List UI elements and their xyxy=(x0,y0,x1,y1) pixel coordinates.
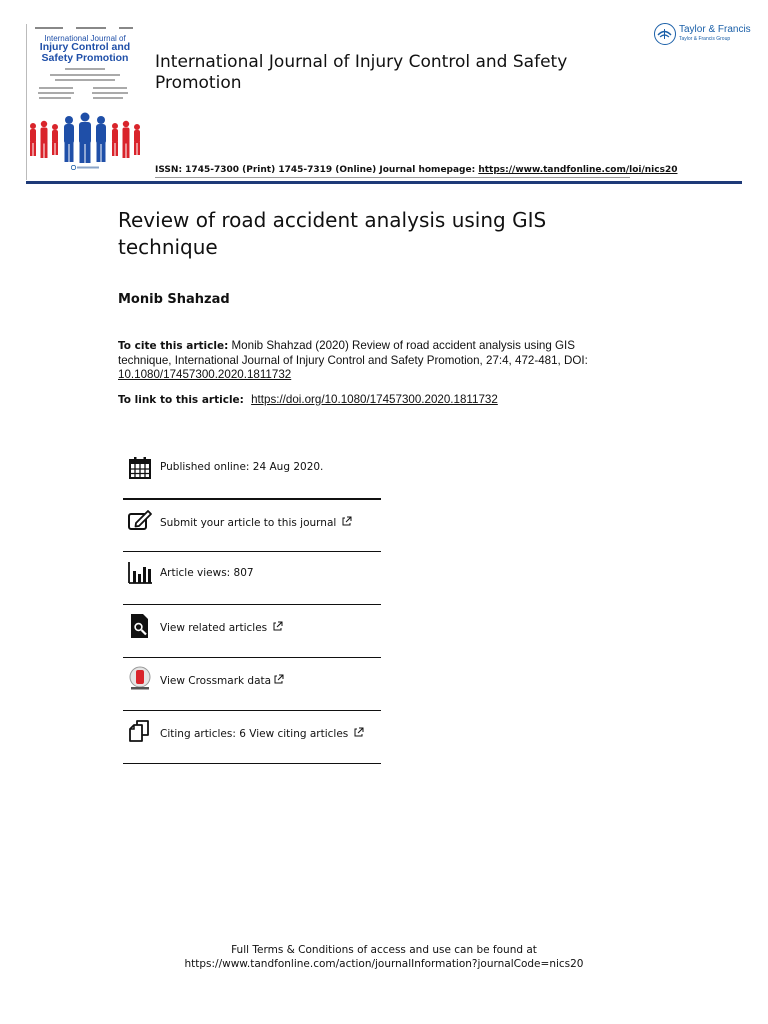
crossmark-icon xyxy=(127,666,153,692)
issn-line xyxy=(155,165,677,175)
cover-people-illustration xyxy=(27,112,142,164)
info-divider xyxy=(123,710,381,711)
article-views-text: Article views: 807 xyxy=(160,567,254,579)
journal-homepage-link[interactable]: https://www.tandfonline.com/loi/nics20 xyxy=(478,165,678,175)
external-link-icon xyxy=(341,516,352,527)
header-accent-rule xyxy=(26,181,742,184)
bar-chart-icon xyxy=(127,560,153,586)
crossmark-item[interactable] xyxy=(123,664,381,708)
cover-top-bar xyxy=(35,27,133,31)
edit-icon xyxy=(127,507,153,533)
article-doi-link[interactable]: https://doi.org/10.1080/17457300.2020.1811732 xyxy=(251,393,498,406)
cover-title-line2: Injury Control and xyxy=(39,41,131,53)
issn-text: ISSN: 1745-7300 (Print) 1745-7319 (Online) Journal homepage: xyxy=(155,165,476,175)
citing-articles-item[interactable] xyxy=(123,717,381,761)
cite-doi-link[interactable]: 10.1080/17457300.2020.1811732 xyxy=(118,368,292,381)
article-views-item xyxy=(123,558,381,602)
terms-footer xyxy=(0,943,768,971)
cover-title-line3: Safety Promotion xyxy=(41,52,129,64)
info-divider xyxy=(123,604,381,605)
info-divider xyxy=(123,763,381,764)
article-link-block xyxy=(118,393,678,406)
external-link-icon xyxy=(272,621,283,632)
taylor-francis-logo[interactable] xyxy=(654,22,750,48)
cite-text: Monib Shahzad (2020) Review of road accident analysis using GIS technique, International Journal of Injury Control and Safety Promotion, 27:4, 472-481, DOI: xyxy=(118,339,588,367)
publisher-name: Taylor & Francis xyxy=(679,24,751,35)
publisher-group: Taylor & Francis Group xyxy=(679,36,731,42)
header-divider xyxy=(155,177,630,178)
documents-icon xyxy=(127,719,153,745)
citing-articles-text: Citing articles: 6 View citing articles xyxy=(160,728,349,740)
calendar-icon xyxy=(127,455,153,481)
article-title: Review of road accident analysis using GIS technique xyxy=(118,208,547,259)
journal-title: International Journal of Injury Control and Safety Promotion xyxy=(155,52,568,93)
info-divider xyxy=(123,498,381,500)
submit-article-text: Submit your article to this journal xyxy=(160,517,337,529)
info-divider xyxy=(123,551,381,552)
related-articles-item[interactable] xyxy=(123,611,381,655)
external-link-icon xyxy=(353,727,364,738)
article-author: Monib Shahzad xyxy=(118,292,230,307)
published-online-item xyxy=(123,452,381,492)
footer-line1: Full Terms & Conditions of access and use can be found at xyxy=(231,944,537,956)
search-document-icon xyxy=(127,613,153,639)
journal-cover-image xyxy=(26,24,142,180)
submit-article-item[interactable] xyxy=(123,505,381,549)
info-divider xyxy=(123,657,381,658)
citation-block xyxy=(118,339,628,383)
cover-publisher-mark xyxy=(71,165,101,170)
published-online-text: Published online: 24 Aug 2020. xyxy=(160,461,324,473)
cite-label: To cite this article: xyxy=(118,340,229,352)
crossmark-text: View Crossmark data xyxy=(160,675,272,687)
external-link-icon xyxy=(273,674,284,685)
publisher-logo-icon xyxy=(654,23,676,45)
footer-terms-link[interactable]: https://www.tandfonline.com/action/journalInformation?journalCode=nics20 xyxy=(184,958,584,970)
link-label: To link to this article: xyxy=(118,394,244,406)
related-articles-text: View related articles xyxy=(160,622,268,634)
cover-title-line1: International Journal of xyxy=(44,34,126,43)
